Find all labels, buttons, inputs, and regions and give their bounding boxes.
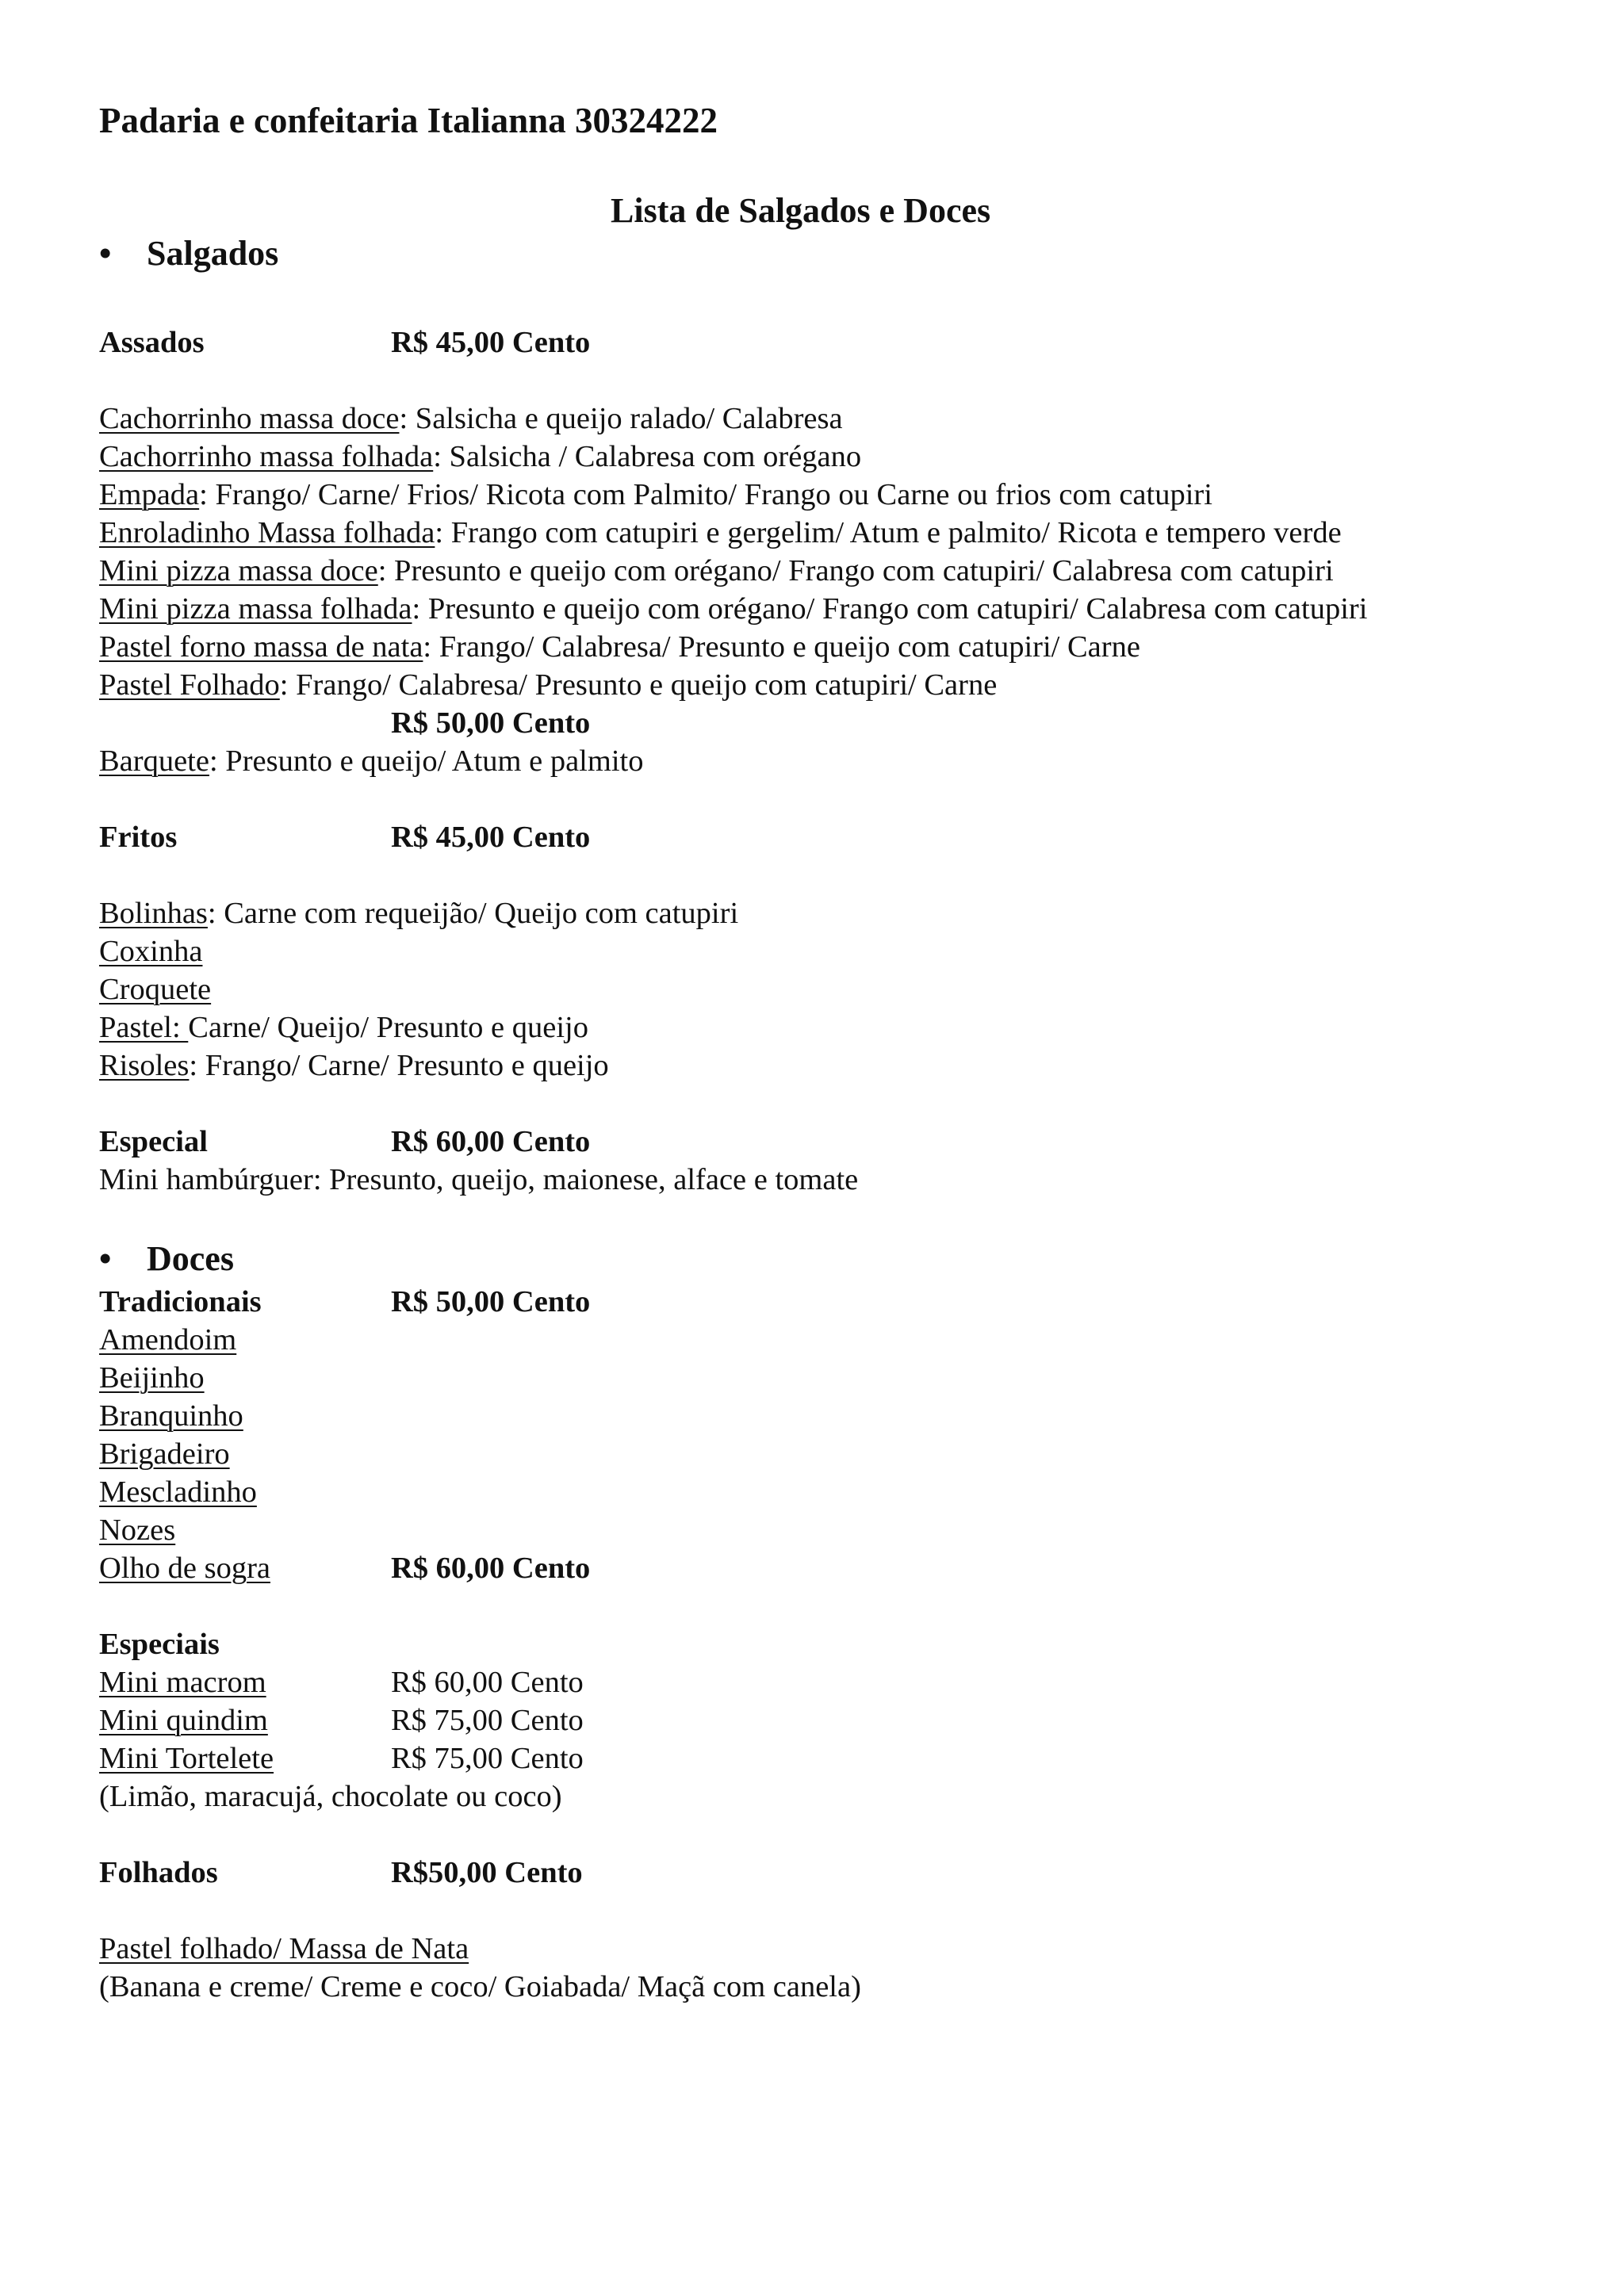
item-name: Pastel Folhado (99, 668, 280, 702)
list-item (99, 590, 1367, 628)
category-label: Folhados (99, 1856, 218, 1889)
item-desc: : Presunto e queijo com orégano/ Frango com catupiri/ Calabresa com catupiri (412, 592, 1368, 626)
item-note: (Banana e creme/ Creme e coco/ Goiabada/ Maçã com canela) (99, 1970, 861, 2003)
list-item (99, 552, 1334, 590)
list-item (99, 400, 843, 438)
category-price: R$ 45,00 Cento (391, 326, 591, 359)
list-item (99, 1008, 588, 1047)
item-price: R$ 75,00 Cento (391, 1704, 584, 1737)
item-name: Coxinha (99, 935, 203, 968)
item-name: Barquete (99, 744, 209, 778)
list-item: Mini hambúrguer: Presunto, queijo, maionese, alface e tomate (99, 1163, 859, 1196)
item-price: R$ 60,00 Cento (391, 1666, 584, 1699)
bullet-icon: • (99, 1239, 112, 1278)
bullet-icon: • (99, 234, 112, 273)
item-name: Pastel: (99, 1011, 189, 1044)
list-item (99, 628, 1140, 666)
list-item: Nozes (99, 1513, 176, 1547)
list-item (99, 894, 738, 932)
item-name: Pastel forno massa de nata (99, 630, 423, 664)
item-name: Bolinhas (99, 897, 208, 930)
category-label: Assados (99, 326, 205, 359)
item-desc: : Carne com requeijão/ Queijo com catupiri (207, 897, 739, 930)
list-item (99, 1739, 584, 1777)
list-item: Branquinho (99, 1399, 243, 1433)
category-especiais: Especiais (99, 1628, 220, 1661)
item-desc: Carne/ Queijo/ Presunto e queijo (188, 1011, 588, 1044)
item-desc: : Salsicha e queijo ralado/ Calabresa (399, 402, 843, 435)
list-item (99, 514, 1342, 552)
item-desc: : Frango/ Carne/ Frios/ Ricota com Palmito/ Frango ou Carne ou frios com catupiri (199, 478, 1212, 511)
list-item (99, 1663, 584, 1701)
item-desc: : Frango/ Calabresa/ Presunto e queijo com catupiri/ Carne (423, 630, 1140, 664)
list-item: Mescladinho (99, 1475, 257, 1509)
list-item: Pastel folhado/ Massa de Nata (99, 1932, 469, 1965)
item-desc: : Frango/ Carne/ Presunto e queijo (189, 1049, 609, 1082)
list-item (99, 476, 1212, 514)
item-desc: : Frango/ Calabresa/ Presunto e queijo com catupiri/ Carne (279, 668, 998, 702)
item-name: Enroladinho Massa folhada (99, 516, 435, 549)
section-heading-salgados: • Salgados (99, 234, 279, 273)
category-price: R$ 60,00 Cento (391, 1125, 591, 1158)
item-name: Risoles (99, 1049, 190, 1082)
list-item: Brigadeiro (99, 1437, 230, 1471)
page-subtitle: Lista de Salgados e Doces (611, 191, 991, 230)
category-tradicionais (99, 1283, 591, 1321)
list-item (99, 970, 211, 1008)
list-item (99, 932, 202, 970)
item-name: Mini pizza massa doce (99, 554, 378, 587)
item-desc: : Presunto e queijo com orégano/ Frango com catupiri/ Calabresa com catupiri (377, 554, 1334, 587)
item-name: Mini quindim (99, 1704, 268, 1737)
category-price: R$50,00 Cento (391, 1856, 583, 1889)
category-folhados (99, 1854, 583, 1892)
item-desc: : Presunto e queijo/ Atum e palmito (209, 744, 644, 778)
item-name: Mini pizza massa folhada (99, 592, 412, 626)
category-label: Fritos (99, 821, 178, 854)
category-price: R$ 45,00 Cento (391, 821, 591, 854)
item-name: Mini macrom (99, 1666, 266, 1699)
item-desc: : Frango com catupiri e gergelim/ Atum e palmito/ Ricota e tempero verde (435, 516, 1342, 549)
item-price: R$ 75,00 Cento (391, 1742, 584, 1775)
category-especial (99, 1123, 591, 1161)
item-name: Mini Tortelete (99, 1742, 274, 1775)
page-title: Padaria e confeitaria Italianna 30324222 (99, 101, 718, 140)
list-item (99, 666, 997, 704)
category-fritos (99, 818, 591, 856)
category-label: Especial (99, 1125, 208, 1158)
list-item (99, 742, 643, 780)
item-name: Cachorrinho massa folhada (99, 440, 434, 473)
list-item (99, 438, 861, 476)
list-item (99, 1549, 591, 1587)
list-item (99, 1047, 609, 1085)
list-item (99, 1701, 584, 1739)
category-price: R$ 50,00 Cento (391, 706, 591, 740)
item-name: Olho de sogra (99, 1552, 270, 1585)
item-desc: : Salsicha / Calabresa com orégano (433, 440, 862, 473)
list-item: Amendoim (99, 1323, 237, 1357)
item-name: Croquete (99, 973, 212, 1006)
item-name: Empada (99, 478, 200, 511)
item-name: Cachorrinho massa doce (99, 402, 400, 435)
section-heading-doces: • Doces (99, 1239, 234, 1278)
item-note: (Limão, maracujá, chocolate ou coco) (99, 1780, 562, 1813)
category-label: Tradicionais (99, 1285, 262, 1318)
item-price: R$ 60,00 Cento (391, 1552, 591, 1585)
category-price: R$ 50,00 Cento (391, 1285, 591, 1318)
category-assados (99, 323, 591, 362)
list-item: Beijinho (99, 1361, 205, 1395)
